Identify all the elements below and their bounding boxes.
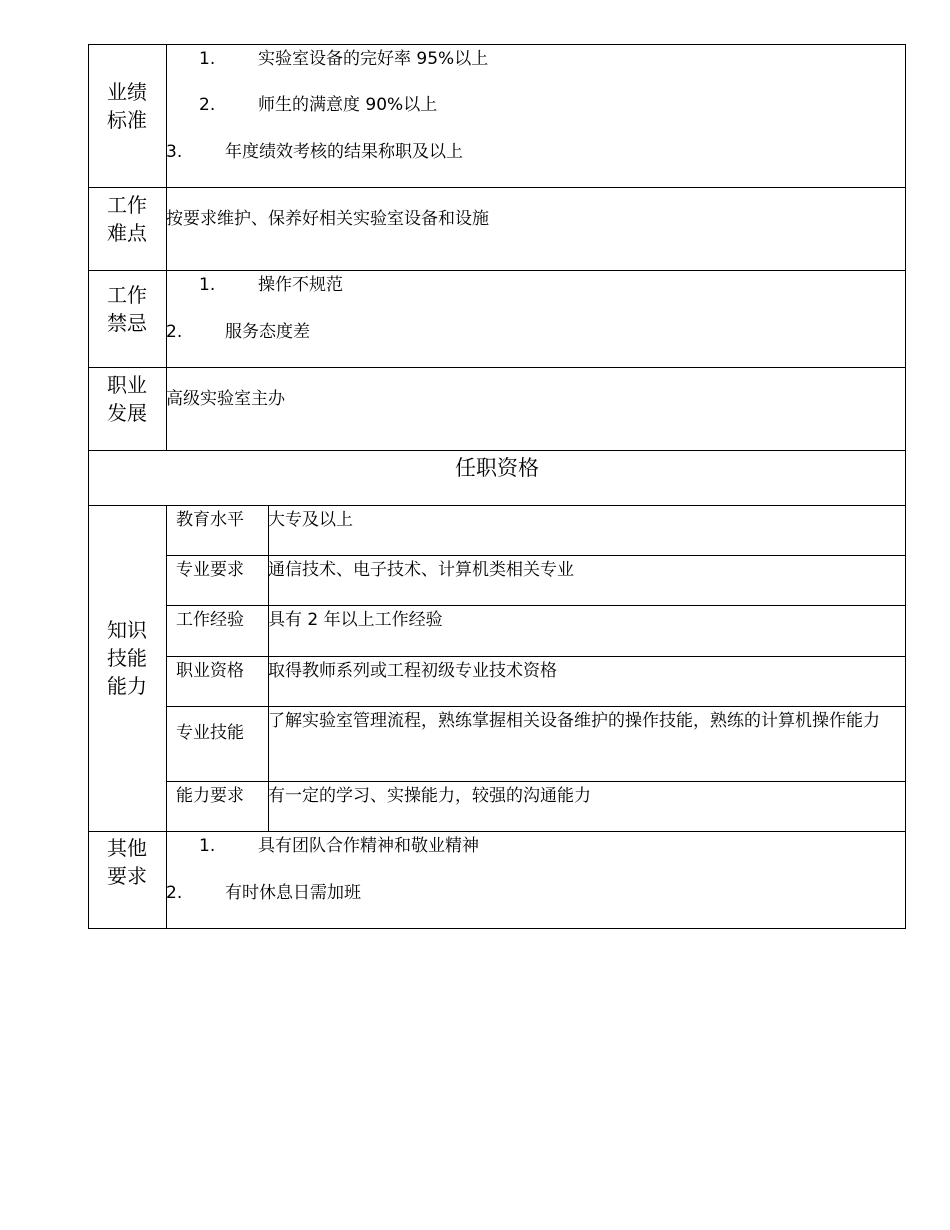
- table-border: [88, 367, 906, 368]
- taboo-label: [88, 281, 166, 337]
- table-border: [166, 781, 906, 782]
- performance-label-line1: 业绩: [107, 80, 147, 104]
- qualification-row-value: 有一定的学习、实操能力，较强的沟通能力: [268, 786, 591, 806]
- difficulty-label-line2: 难点: [107, 221, 147, 245]
- qualification-row-label: 工作经验: [176, 610, 244, 630]
- qualification-row-label: 职业资格: [176, 661, 244, 681]
- qualification-row-label: 专业要求: [176, 560, 244, 580]
- table-border: [88, 450, 906, 451]
- taboo-item-1-text: 操作不规范: [258, 275, 343, 295]
- table-border: [166, 505, 167, 928]
- table-border: [166, 706, 906, 707]
- difficulty-label: [88, 191, 166, 247]
- difficulty-text: 按要求维护、保养好相关实验室设备和设施: [166, 209, 489, 229]
- performance-label-line2: 标准: [107, 108, 147, 132]
- performance-item-2-number: 2.: [199, 95, 216, 115]
- table-border: [88, 187, 906, 188]
- qualification-row-value: 通信技术、电子技术、计算机类相关专业: [268, 560, 574, 580]
- table-border: [88, 505, 906, 506]
- career-label-line1: 职业: [107, 373, 147, 397]
- taboo-item-1-number: 1.: [199, 275, 216, 295]
- table-border: [166, 605, 906, 606]
- knowledge-skills-label-line2: 技能: [107, 646, 147, 670]
- qualification-row-value: 大专及以上: [268, 510, 353, 530]
- other-item-2-text: 有时休息日需加班: [225, 883, 361, 903]
- qualification-row-value: 了解实验室管理流程，熟练掌握相关设备维护的操作技能，熟练的计算机操作能力: [268, 711, 880, 731]
- table-border: [88, 928, 906, 929]
- table-border: [88, 270, 906, 271]
- taboo-item-2-text: 服务态度差: [225, 322, 310, 342]
- taboo-label-line1: 工作: [107, 283, 147, 307]
- table-border: [166, 656, 906, 657]
- knowledge-skills-label-line3: 能力: [107, 674, 147, 698]
- difficulty-label-line1: 工作: [107, 193, 147, 217]
- career-label: [88, 371, 166, 427]
- performance-item-1-text: 实验室设备的完好率 95%以上: [258, 49, 489, 69]
- performance-item-2-text: 师生的满意度 90%以上: [258, 95, 438, 115]
- qualification-row-label: 教育水平: [176, 510, 244, 530]
- table-border: [905, 44, 906, 928]
- performance-item-3-number: 3.: [166, 142, 183, 162]
- other-label-line1: 其他: [107, 836, 147, 860]
- career-text: 高级实验室主办: [166, 389, 285, 409]
- qualification-section-title: 任职资格: [455, 456, 539, 480]
- table-border: [88, 44, 906, 45]
- other-item-1-text: 具有团队合作精神和敬业精神: [258, 836, 479, 856]
- taboo-item-2-number: 2.: [166, 322, 183, 342]
- performance-item-1-number: 1.: [199, 49, 216, 69]
- table-border: [88, 44, 89, 928]
- table-border: [88, 831, 906, 832]
- knowledge-skills-label: [88, 616, 166, 700]
- qualification-row-value: 取得教师系列或工程初级专业技术资格: [268, 661, 557, 681]
- knowledge-skills-label-line1: 知识: [107, 618, 147, 642]
- other-label-line2: 要求: [107, 864, 147, 888]
- table-border: [166, 555, 906, 556]
- taboo-label-line2: 禁忌: [107, 311, 147, 335]
- qualification-row-label: 能力要求: [176, 786, 244, 806]
- career-label-line2: 发展: [107, 401, 147, 425]
- qualification-row-value: 具有 2 年以上工作经验: [268, 610, 443, 630]
- other-item-1-number: 1.: [199, 836, 216, 856]
- qualification-row-label: 专业技能: [176, 723, 244, 743]
- performance-item-3-text: 年度绩效考核的结果称职及以上: [225, 142, 463, 162]
- performance-label: [88, 78, 166, 134]
- other-item-2-number: 2.: [166, 883, 183, 903]
- other-label: [88, 834, 166, 890]
